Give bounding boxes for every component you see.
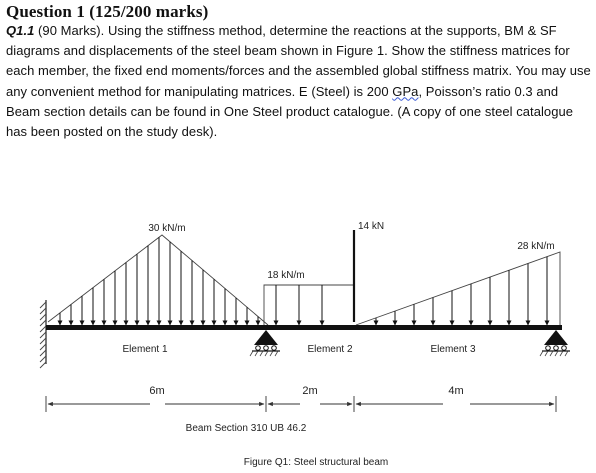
end-support (540, 330, 570, 356)
triangular-load-label: 30 kN/m (148, 223, 186, 234)
question-heading: Question 1 (125/200 marks) (6, 2, 209, 21)
beam-section-label: Beam Section 310 UB 46.2 (185, 423, 307, 434)
wall-hatch-line (40, 314, 46, 320)
span-3-label: 4m (448, 385, 464, 397)
wall-hatch-line (40, 332, 46, 338)
wall-hatch-line (40, 338, 46, 344)
uniform-load (264, 285, 354, 325)
span-1-label: 6m (149, 385, 165, 397)
element-1-label: Element 1 (122, 344, 168, 355)
triangular-load (48, 235, 268, 325)
span-2-label: 2m (302, 385, 318, 397)
ramp-load (356, 252, 560, 325)
roller-support (250, 330, 280, 356)
gpa-unit: GPa (392, 83, 419, 99)
steel-beam (46, 325, 562, 330)
question-intro: (90 Marks). Using the stiffness method, determine the reactions at the supports, BM & SF diagrams and displacements of the steel beam shown in Figure 1. Show the stiffness matrices for each member, the fixed end moments/forces and the assembled global stiffness matrix. You may use any convenient method for manipulating matrices. E (Steel) is 200 (6, 23, 591, 99)
wall-hatch-line (40, 302, 46, 308)
wall-hatch-line (40, 308, 46, 314)
wall-hatch-line (40, 320, 46, 326)
wall-hatch-line (40, 350, 46, 356)
element-2-label: Element 2 (307, 344, 353, 355)
wall-hatch-line (40, 344, 46, 350)
wall-hatch-line (40, 362, 46, 368)
element-3-label: Element 3 (430, 344, 476, 355)
question-id: Q1.1 (6, 23, 35, 38)
dimension-lines (46, 396, 556, 412)
wall-hatch-line (40, 326, 46, 332)
fixed-support (40, 300, 46, 368)
question-outro: , Poisson’s ratio 0.3 and Beam section details can be found in One Steel product catalogue. (A copy of one steel catalogue has been posted on the study desk). (6, 83, 574, 140)
udl-load-label: 18 kN/m (267, 270, 305, 281)
wall-hatch-line (40, 356, 46, 362)
figure-caption: Figure Q1: Steel structural beam (243, 457, 389, 468)
ramp-load-label: 28 kN/m (517, 241, 555, 252)
point-load-label: 14 kN (358, 221, 385, 232)
